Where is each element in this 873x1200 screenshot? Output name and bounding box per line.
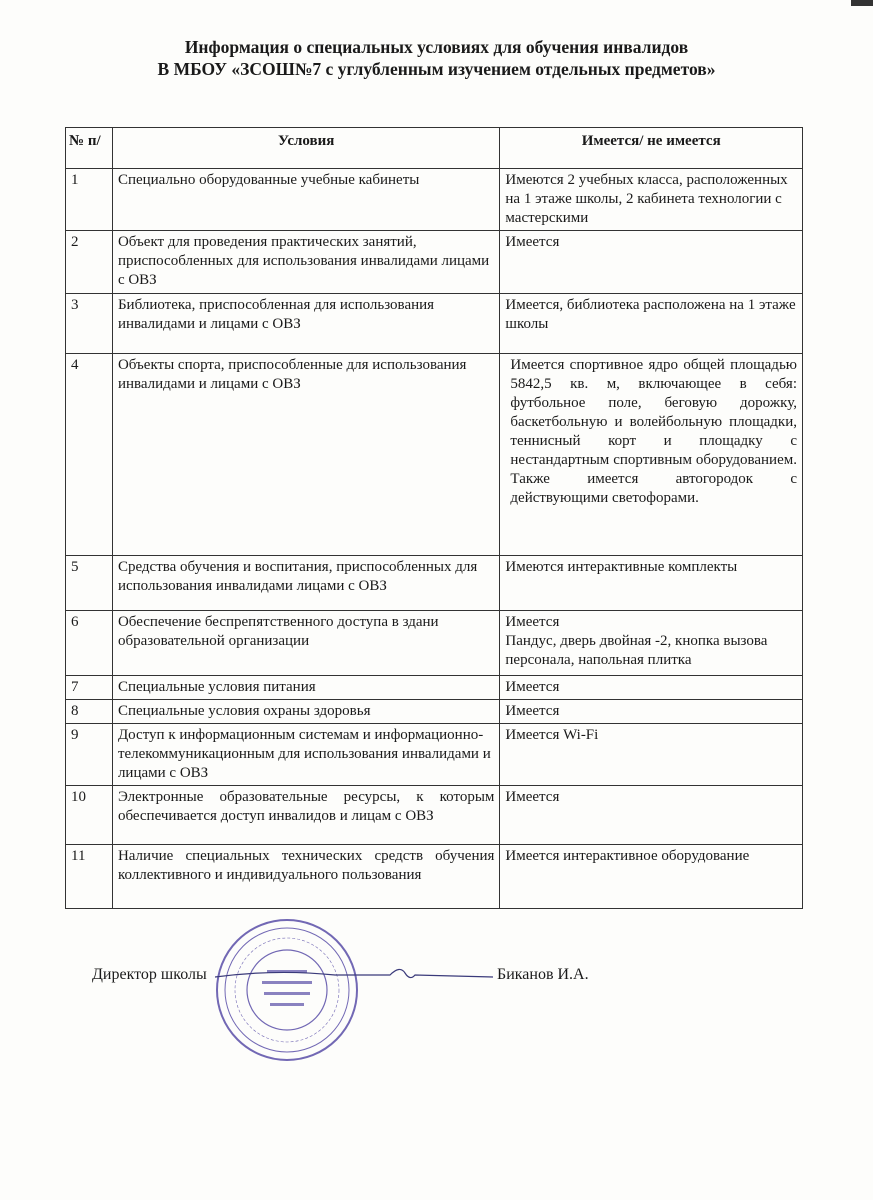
row-condition: Библиотека, приспособленная для использования инвалидами и лицами с ОВЗ [112,294,499,354]
header-status: Имеется/ не имеется [500,128,803,169]
row-condition: Специально оборудованные учебные кабинеты [112,169,499,231]
row-number: 2 [66,231,113,294]
row-status: Имеется спортивное ядро общей площадью 5842,5 кв. м, включающее в себя: футбольное поле, беговую дорожку, баскетбольную и волейбольную площадки, теннисный корт и площадку с нестандартным спортивным оборудованием. Также имеется автогородок с действующими светофорами. [500,354,803,556]
table-header-row [66,128,803,169]
header-number: № п/ [66,128,113,169]
status-main: Имеется [505,614,560,630]
status-details: Пандус, дверь двойная -2, кнопка вызова персонала, напольная плитка [505,633,768,668]
row-condition: Доступ к информационным системам и информационно-телекоммуникационным для использования инвалидами и лицами с ОВЗ [112,724,499,786]
row-status: Имеется [500,676,803,700]
row-number: 10 [66,786,113,845]
table-row [66,845,803,909]
row-status: Имеется Wi-Fi [500,724,803,786]
row-number: 5 [66,556,113,611]
conditions-table [65,127,803,909]
title-line-2: В МБОУ «ЗСОШ№7 с углубленным изучением отдельных предметов» [157,59,716,79]
signature-scribble [215,955,495,995]
row-status: Имеются интерактивные комплекты [500,556,803,611]
row-status: Имеется [500,786,803,845]
row-number: 4 [66,354,113,556]
title-line-1: Информация о специальных условиях для обучения инвалидов [184,37,689,57]
scan-mark [851,0,873,6]
signature-name: Биканов И.А. [497,966,589,983]
row-number: 3 [66,294,113,354]
document-title [0,36,873,80]
table-row [66,294,803,354]
row-number: 7 [66,676,113,700]
row-condition: Обеспечение беспрепятственного доступа в здани образовательной организации [112,611,499,676]
table-row [66,676,803,700]
row-condition: Наличие специальных технических средств обучения коллективного и индивидуального пользования [112,845,499,909]
row-number: 9 [66,724,113,786]
table-row [66,786,803,845]
row-number: 8 [66,700,113,724]
table-row [66,700,803,724]
row-condition: Специальные условия питания [112,676,499,700]
row-condition: Средства обучения и воспитания, приспособленных для использования инвалидами лицами с ОВЗ [112,556,499,611]
row-condition: Специальные условия охраны здоровья [112,700,499,724]
table-row [66,724,803,786]
header-condition: Условия [112,128,499,169]
row-condition: Объекты спорта, приспособленные для использования инвалидами и лицами с ОВЗ [112,354,499,556]
row-status: Имеется [500,231,803,294]
row-status: Имеется [500,700,803,724]
row-status: Имеется интерактивное оборудование [500,845,803,909]
signature-role: Директор школы [92,966,207,983]
row-status: Имеются 2 учебных класса, расположенных на 1 этаже школы, 2 кабинета технологии с мастерскими [500,169,803,231]
row-number: 1 [66,169,113,231]
row-condition: Электронные образовательные ресурсы, к которым обеспечивается доступ инвалидов и лицам с ОВЗ [112,786,499,845]
table-row [66,354,803,556]
row-number: 6 [66,611,113,676]
row-status: Имеется, библиотека расположена на 1 этаже школы [500,294,803,354]
row-number: 11 [66,845,113,909]
table-row [66,231,803,294]
table-row [66,169,803,231]
row-condition: Объект для проведения практических занятий, приспособленных для использования инвалидами лицами с ОВЗ [112,231,499,294]
table-row [66,611,803,676]
table-row [66,556,803,611]
row-status [500,611,803,676]
